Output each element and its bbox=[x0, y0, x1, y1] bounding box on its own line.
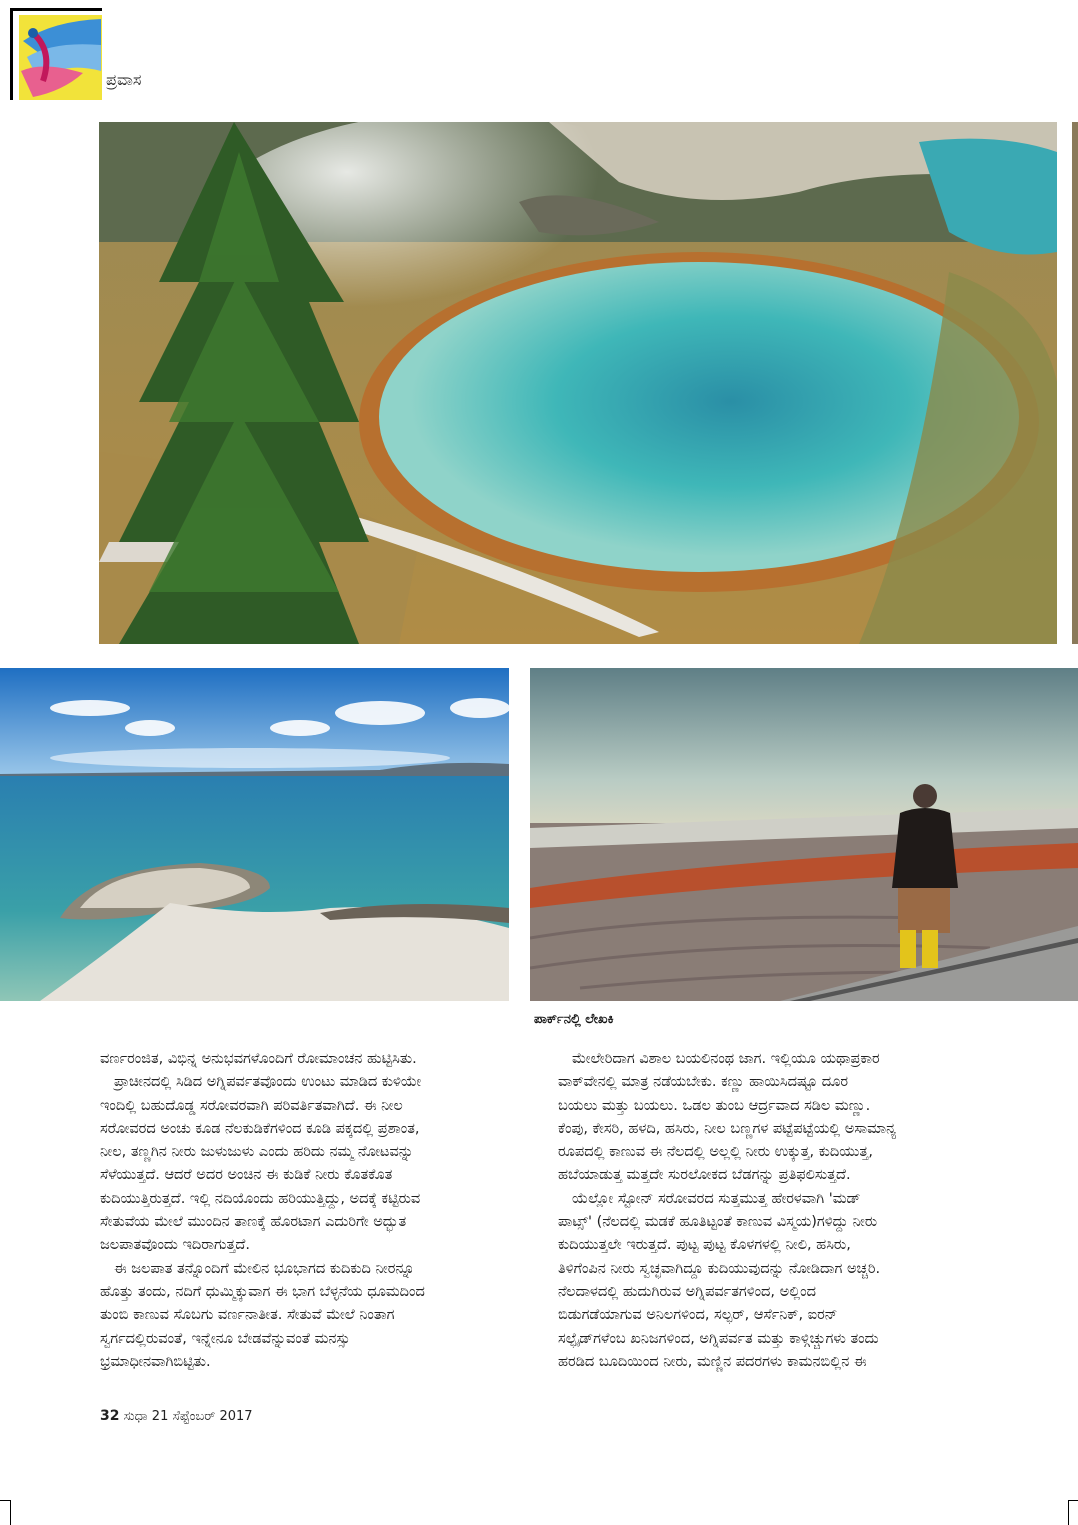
text-line: ರೂಪದಲ್ಲಿ ಕಾಣುವ ಈ ನೆಲದಲ್ಲಿ ಅಲ್ಲಲ್ಲಿ ನೀರು ಉಕ್ಕುತ್ತ, ಕುದಿಯುತ್ತ, bbox=[558, 1144, 873, 1161]
text-line: ಕೆಂಪು, ಕೇಸರಿ, ಹಳದಿ, ಹಸಿರು, ನೀಲ ಬಣ್ಣಗಳ ಪಟ್ಟೆಪಟ್ಟೆಯಲ್ಲಿ ಅಸಾಮಾನ್ಯ bbox=[558, 1120, 897, 1137]
text-line: ಹೊತ್ತು ತಂದು, ನದಿಗೆ ಧುಮ್ಮಿಕ್ಕುವಾಗ ಈ ಭಾಗ ಬೆಳ್ಳನೆಯ ಧೂಮದಿಂದ bbox=[100, 1283, 425, 1300]
text-line: ಸರೋವರದ ಅಂಚು ಕೂಡ ನೆಲಕುಡಿಕೆಗಳಿಂದ ಕೂಡಿ ಪಕ್ಕದಲ್ಲಿ ಪ್ರಶಾಂತ, bbox=[100, 1120, 420, 1137]
hot-spring-photo bbox=[99, 122, 1057, 644]
text-line: ಈ ಜಲಪಾತ ತನ್ನೊಂದಿಗೆ ಮೇಲಿನ ಭೂಭಾಗದ ಕುದಿಕುದಿ ನೀರನ್ನೂ bbox=[114, 1260, 415, 1277]
text-line: ಸ್ವರ್ಗದಲ್ಲಿರುವಂತೆ, ಇನ್ನೇನೂ ಬೇಡವೆನ್ನುವಂತೆ ಮನಸ್ಸು bbox=[100, 1330, 351, 1347]
crop-mark bbox=[10, 1500, 11, 1525]
text-line: ಬಿಡುಗಡೆಯಾಗುವ ಅನಿಲಗಳಿಂದ, ಸಲ್ಫರ್, ಆರ್ಸೆನಿಕ್, ಐರನ್ bbox=[558, 1307, 838, 1324]
magazine-name: ಸುಧಾ bbox=[123, 1409, 148, 1424]
text-line: ಪ್ರಾಚೀನದಲ್ಲಿ ಸಿಡಿದ ಅಗ್ನಿಪರ್ವತವೊಂದು ಉಂಟು ಮಾಡಿದ ಕುಳಿಯೇ bbox=[114, 1074, 422, 1091]
issue-date: 21 ಸೆಪ್ಟೆಂಬರ್ 2017 bbox=[151, 1409, 253, 1424]
adjacent-page-edge bbox=[1072, 122, 1078, 644]
text-line: ಜಲಪಾತವೊಂದು ಇದಿರಾಗುತ್ತದೆ. bbox=[100, 1237, 250, 1254]
text-line: ವರ್ಣರಂಜಿತ, ವಿಭಿನ್ನ ಅನುಭವಗಳೊಂದಿಗೆ ರೋಮಾಂಚನ ಹುಟ್ಟಿಸಿತು. bbox=[100, 1051, 417, 1067]
text-line: ಪಾಟ್ಸ್' (ನೆಲದಲ್ಲಿ ಮಡಕೆ ಹೂತಿಟ್ಟಂತೆ ಕಾಣುವ ವಿಸ್ಮಯ)ಗಳಿದ್ದು ನೀರು bbox=[558, 1214, 878, 1231]
magazine-logo bbox=[10, 8, 102, 100]
crop-mark bbox=[1068, 1500, 1078, 1501]
text-line: ನೀಲ, ತಣ್ಣಗಿನ ನೀರು ಜುಳುಜುಳು ಎಂದು ಹರಿದು ನಮ್ಮ ನೋಟವನ್ನು bbox=[100, 1144, 414, 1161]
text-line: ಮೇಲೇರಿದಾಗ ವಿಶಾಲ ಬಯಲಿನಂಥ ಜಾಗ. ಇಲ್ಲಿಯೂ ಯಥಾಪ್ರಕಾರ bbox=[572, 1051, 880, 1067]
text-line: ಸೇತುವೆಯ ಮೇಲೆ ಮುಂದಿನ ತಾಣಕ್ಕೆ ಹೊರಟಾಗ ಎದುರಿಗೇ ಅದ್ಭುತ bbox=[100, 1214, 407, 1231]
text-line: ಸಲ್ಫೈಡ್‌ಗಳೆಂಬ ಖನಿಜಗಳಿಂದ, ಅಗ್ನಿಪರ್ವತ ಮತ್ತು ಕಾಳ್ಗಿಚ್ಚುಗಳು ತಂದು bbox=[558, 1330, 879, 1347]
text-line: ತಿಳಿಗೆಂಪಿನ ನೀರು ಸ್ವಚ್ಛವಾಗಿದ್ದೂ ಕುದಿಯುವುದನ್ನು ನೋಡಿದಾಗ ಅಚ್ಚರಿ. bbox=[558, 1260, 881, 1277]
text-line: ವಾಕ್‌ವೇನಲ್ಲಿ ಮಾತ್ರ ನಡೆಯಬೇಕು. ಕಣ್ಣು ಹಾಯಿಸಿದಷ್ಟೂ ದೂರ bbox=[558, 1074, 849, 1091]
text-line: ಹಬೆಯಾಡುತ್ತ ಮತ್ತದೇ ಸುರಲೋಕದ ಬೆಡಗನ್ನು ಪ್ರತಿಫಲಿಸುತ್ತದೆ. bbox=[558, 1167, 851, 1184]
page-footer bbox=[100, 1408, 253, 1424]
section-label: ಪ್ರವಾಸ bbox=[106, 70, 142, 89]
text-line: ಇಂದಿಲ್ಲಿ ಬಹುದೊಡ್ಡ ಸರೋವರವಾಗಿ ಪರಿವರ್ತಿತವಾಗಿದೆ. ಈ ನೀಲ bbox=[100, 1097, 403, 1114]
text-line: ಕುದಿಯುತ್ತಿರುತ್ತದೆ. ಇಲ್ಲಿ ನದಿಯೊಂದು ಹರಿಯುತ್ತಿದ್ದು, ಅದಕ್ಕೆ ಕಟ್ಟಿರುವ bbox=[100, 1190, 421, 1207]
crop-mark bbox=[1068, 1500, 1069, 1525]
crop-mark bbox=[0, 1500, 10, 1501]
text-line: ಯೆಲ್ಲೋ ಸ್ಟೋನ್ ಸರೋವರದ ಸುತ್ತಮುತ್ತ ಹೇರಳವಾಗಿ 'ಮಡ್ bbox=[572, 1190, 861, 1207]
text-line: ಭ್ರಮಾಧೀನವಾಗಿಬಿಟ್ಟಿತು. bbox=[100, 1353, 211, 1370]
text-line: ನೆಲದಾಳದಲ್ಲಿ ಹುದುಗಿರುವ ಅಗ್ನಿಪರ್ವತಗಳಿಂದ, ಅಲ್ಲಿಂದ bbox=[558, 1283, 816, 1300]
text-line: ಸೆಳೆಯುತ್ತದೆ. ಆದರೆ ಅದರ ಅಂಚಿನ ಈ ಕುಡಿಕೆ ನೀರು ಕೊತಕೊತ bbox=[100, 1167, 393, 1184]
article-column-right bbox=[558, 1048, 968, 1374]
text-line: ಬಯಲು ಮತ್ತು ಬಯಲು. ಒಡಲ ತುಂಬ ಆರ್ದ್ರವಾದ ಸಡಿಲ ಮಣ್ಣು. bbox=[558, 1097, 871, 1114]
writer-in-park-photo bbox=[530, 668, 1078, 1001]
article-column-left bbox=[100, 1048, 520, 1374]
text-line: ತುಂಬಿ ಕಾಣುವ ಸೊಬಗು ವರ್ಣನಾತೀತ. ಸೇತುವೆ ಮೇಲೆ ನಿಂತಾಗ bbox=[100, 1307, 395, 1324]
text-line: ಕುದಿಯುತ್ತಲೇ ಇರುತ್ತದೆ. ಪುಟ್ಟ ಪುಟ್ಟ ಕೊಳಗಳಲ್ಲಿ ನೀಲಿ, ಹಸಿರು, bbox=[558, 1237, 851, 1254]
page-number: 32 bbox=[100, 1408, 120, 1424]
photo-caption: ಪಾರ್ಕ್‌ನಲ್ಲಿ ಲೇಖಕಿ bbox=[534, 1012, 614, 1027]
lake-photo bbox=[0, 668, 509, 1001]
text-line: ಹರಡಿದ ಬೂದಿಯಿಂದ ನೀರು, ಮಣ್ಣಿನ ಪದರಗಳು ಕಾಮನಬಿಲ್ಲಿನ ಈ bbox=[558, 1353, 867, 1370]
